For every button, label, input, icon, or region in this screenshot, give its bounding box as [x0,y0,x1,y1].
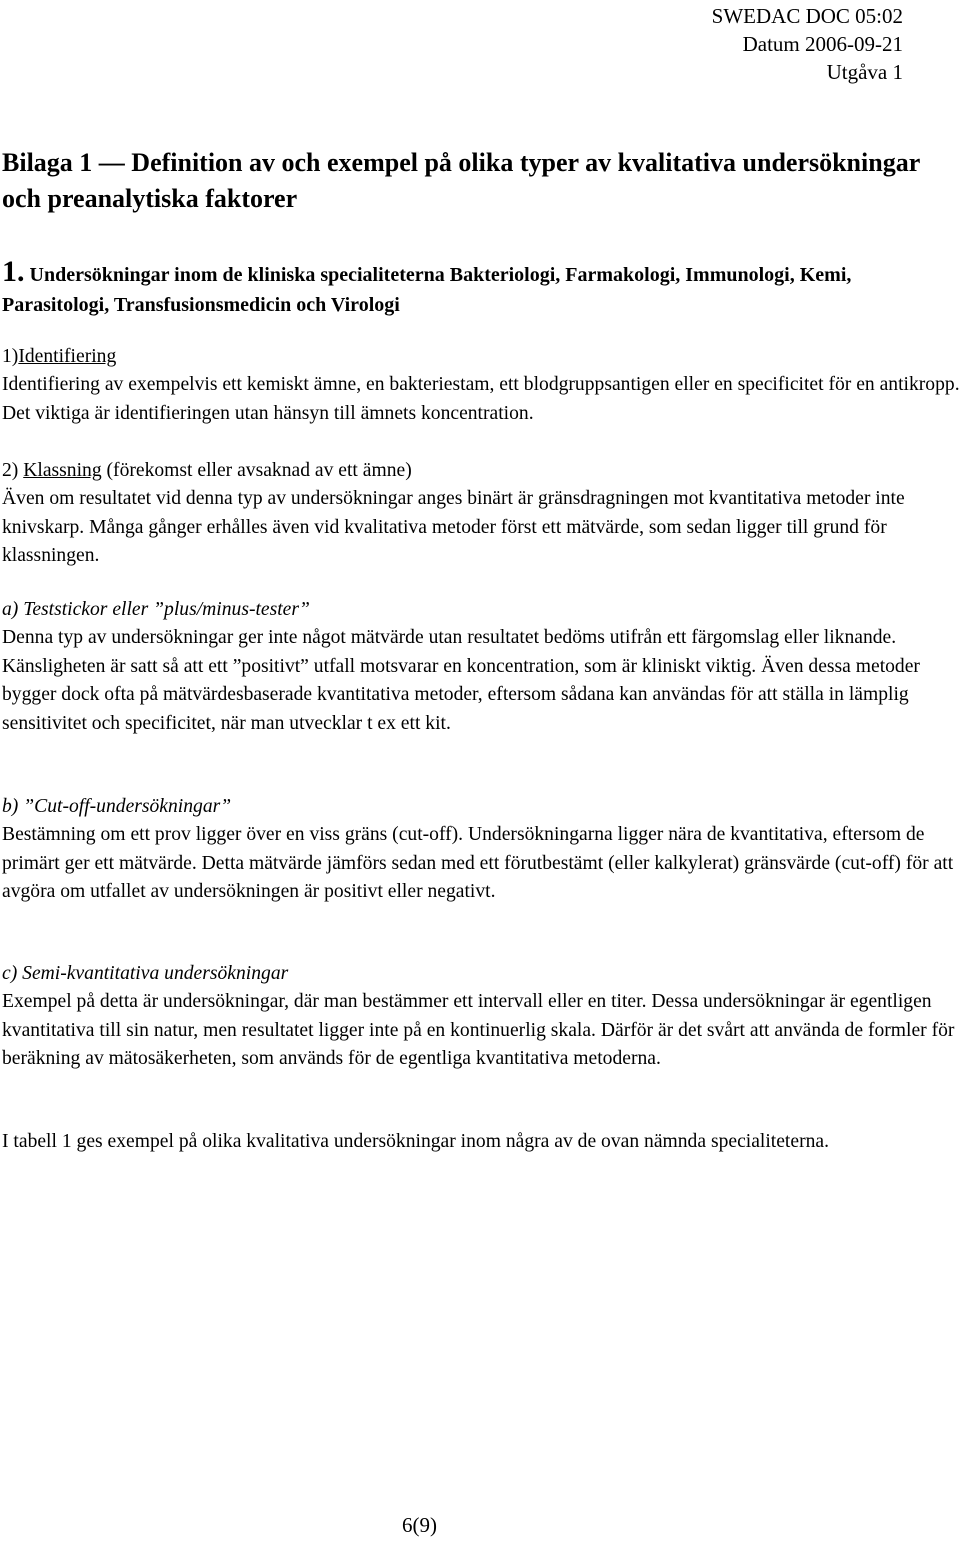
identifiering-heading [2,343,960,371]
semi-marker: c) [2,963,18,984]
section-1-number: 1. [2,255,25,288]
cutoff-label: ”Cut-off-undersökningar” [23,796,232,817]
semi-heading [2,960,960,988]
section-1-heading [2,257,957,320]
closing-block [2,1128,960,1156]
klassning-qualifier: (förekomst eller avsaknad av ett ämne) [106,460,412,481]
section-1-heading-text: Undersökningar inom de kliniska specialiteterna Bakteriologi, Farmakologi, Immunologi, Kemi, Parasitologi, Transfusionsmedicin och Virologi [2,264,852,316]
klassning-body: Även om resultatet vid denna typ av undersökningar anges binärt är gränsdragningen mot kvantitativa metoder inte knivskarp. Många gånger erhålles även vid kvalitativa metoder först ett mätvärde, som sedan ligger till grund för klassningen. [2,488,905,567]
identifiering-block [2,343,960,428]
identifiering-body: Identifiering av exempelvis ett kemiskt ämne, en bakteriestam, ett blodgruppsantigen eller en specificitet för en antikropp. Det viktiga är identifieringen utan hänsyn till ämnets koncentration. [2,374,960,424]
doc-date: Datum 2006-09-21 [742,32,903,56]
cutoff-body: Bestämning om ett prov ligger över en viss gräns (cut-off). Undersökningarna ligger nära de kvantitativa, eftersom de primärt ger ett mätvärde. Detta mätvärde jämförs sedan med ett förutbestämt (eller kalkylerat) gränsvärde (cut-off) för att avgöra om utfallet av undersökningen är positivt eller negativt. [2,824,954,903]
klassning-number: 2) [2,460,19,481]
teststickor-heading [2,596,960,624]
teststickor-marker: a) [2,599,19,620]
closing-paragraph: I tabell 1 ges exempel på olika kvalitativa undersökningar inom några av de ovan nämnda specialiteterna. [2,1131,829,1152]
semi-body: Exempel på detta är undersökningar, där man bestämmer ett intervall eller en titer. Dessa undersökningar är egentligen kvantitativa till sin natur, men resultatet ligger inte på en kontinuerlig skala. Därför är det svårt att använda de formler för beräkning av mätosäkerheten, som används för de egentliga kvantitativa metoderna. [2,991,955,1070]
identifiering-label: Identifiering [18,346,117,367]
teststickor-block [2,596,960,738]
doc-id: SWEDAC DOC 05:02 [711,4,903,28]
document-header [712,2,903,86]
page-title: Bilaga 1 — Definition av och exempel på olika typer av kvalitativa undersökningar och preanalytiska faktorer [2,148,920,213]
klassning-heading [2,457,960,485]
cutoff-heading [2,793,960,821]
semi-label: Semi-kvantitativa undersökningar [22,963,289,984]
cutoff-marker: b) [2,796,19,817]
doc-edition: Utgåva 1 [826,60,903,84]
klassning-block [2,457,960,571]
page-number: 6(9) [402,1513,437,1537]
klassning-label: Klassning [23,460,102,481]
identifiering-number: 1) [2,346,19,367]
semi-block [2,960,960,1074]
teststickor-label: Teststickor eller ”plus/minus-tester” [23,599,310,620]
teststickor-body: Denna typ av undersökningar ger inte något mätvärde utan resultatet bedöms utifrån ett färgomslag eller liknande. Känsligheten är satt så att ett ”positivt” utfall motsvarar en koncentration, som är kliniskt viktig. Även dessa metoder bygger dock ofta på mätvärdesbaserade kvantitativa metoder, eftersom sådana kan användas för att ställa in lämplig sensitivitet och specificitet, när man utvecklar t ex ett kit. [2,627,920,734]
cutoff-block [2,793,960,907]
